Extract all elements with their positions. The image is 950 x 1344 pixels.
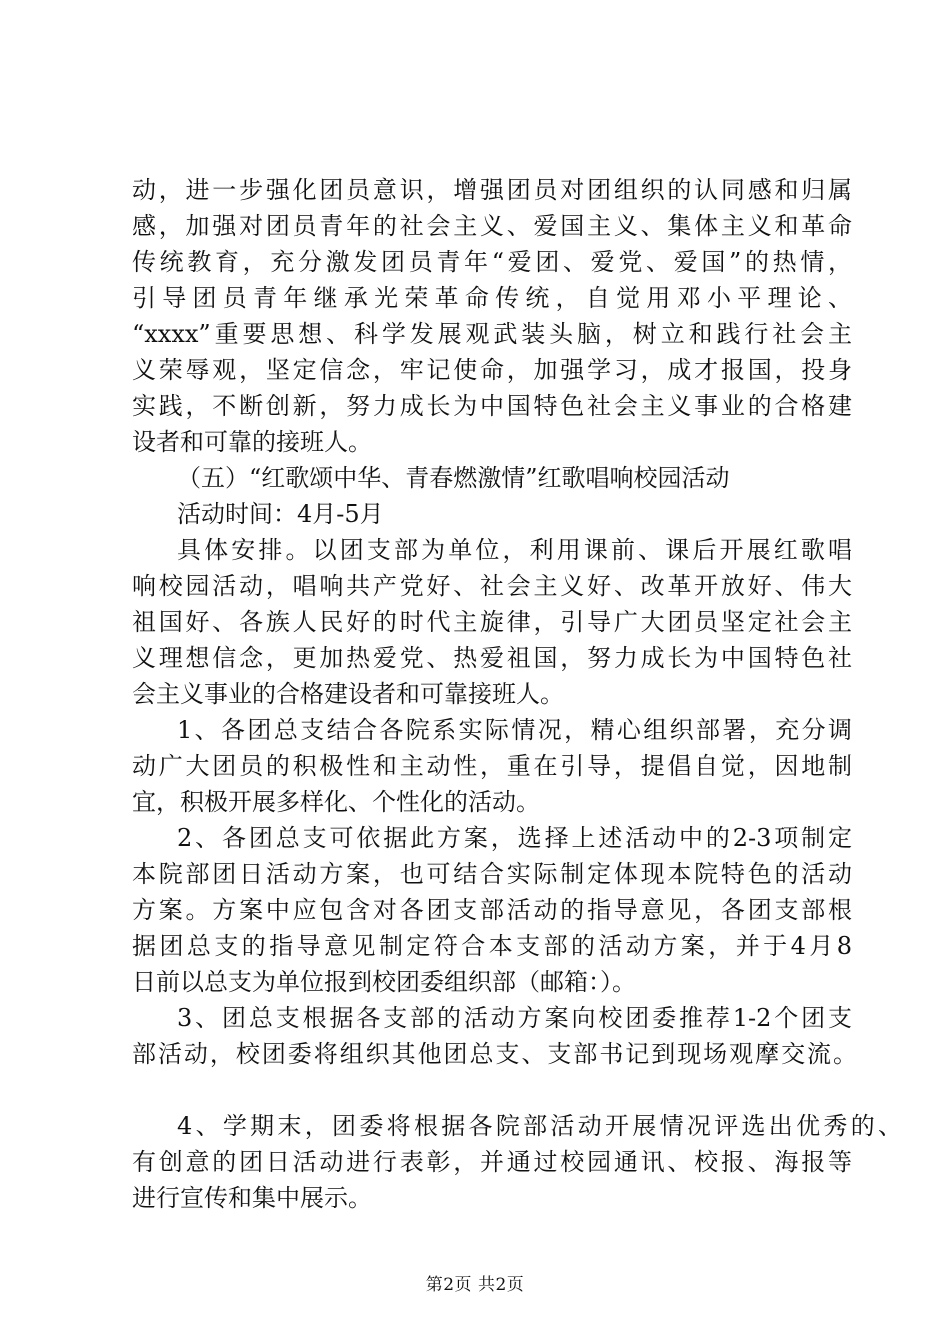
text-line: 设者和可靠的接班人。 xyxy=(132,428,372,456)
text-line: 有创意的团日活动进行表彰，并通过校园通讯、校报、海报等 xyxy=(132,1148,852,1176)
list-item: 1、各团总支结合各院系实际情况，精心组织部署，充分调 xyxy=(177,716,852,744)
page-footer: 第2页 共2页 xyxy=(425,1275,525,1295)
text-line: 实践，不断创新，努力成长为中国特色社会主义事业的合格建 xyxy=(132,392,852,420)
text-line: 进行宣传和集中展示。 xyxy=(132,1184,372,1212)
section-heading: （五）“红歌颂中华、青春燃激情”红歌唱响校园活动 xyxy=(177,464,730,492)
text-line: 部活动，校团委将组织其他团总支、支部书记到现场观摩交流。 xyxy=(132,1040,857,1068)
paragraph-gap xyxy=(132,1072,852,1108)
text-line: 宜，积极开展多样化、个性化的活动。 xyxy=(132,788,540,816)
text-line: 祖国好、各族人民好的时代主旋律，引导广大团员坚定社会主 xyxy=(132,608,852,636)
text-line: 具体安排。以团支部为单位，利用课前、课后开展红歌唱 xyxy=(177,536,852,564)
text-line: 传统教育，充分激发团员青年“爱团、爱党、爱国”的热情， xyxy=(132,248,852,276)
text-line: 响校园活动，唱响共产党好、社会主义好、改革开放好、伟大 xyxy=(132,572,852,600)
list-item: 2、各团总支可依据此方案，选择上述活动中的2-3项制定 xyxy=(177,824,852,852)
text-line: 会主义事业的合格建设者和可靠接班人。 xyxy=(132,680,564,708)
text-line: 日前以总支为单位报到校团委组织部（邮箱：）。 xyxy=(132,968,636,996)
text-line: 据团总支的指导意见制定符合本支部的活动方案，并于4月8 xyxy=(132,932,852,960)
list-item: 3、团总支根据各支部的活动方案向校团委推荐1-2个团支 xyxy=(177,1004,852,1032)
text-line: 动，进一步强化团员意识，增强团员对团组织的认同感和归属 xyxy=(132,176,852,204)
text-line: “xxxx”重要思想、科学发展观武装头脑，树立和践行社会主 xyxy=(132,320,852,348)
document-body xyxy=(132,172,902,1216)
text-line: 引导团员青年继承光荣革命传统，自觉用邓小平理论、 xyxy=(132,284,852,312)
text-line: 义荣辱观，坚定信念，牢记使命，加强学习，成才报国，投身 xyxy=(132,356,852,384)
text-line: 方案。方案中应包含对各团支部活动的指导意见，各团支部根 xyxy=(132,896,852,924)
text-line: 动广大团员的积极性和主动性，重在引导，提倡自觉，因地制 xyxy=(132,752,852,780)
activity-time: 活动时间：4月-5月 xyxy=(177,500,384,528)
text-line: 感，加强对团员青年的社会主义、爱国主义、集体主义和革命 xyxy=(132,212,852,240)
text-line: 本院部团日活动方案，也可结合实际制定体现本院特色的活动 xyxy=(132,860,852,888)
list-item: 4、学期末，团委将根据各院部活动开展情况评选出优秀的、 xyxy=(177,1112,902,1140)
text-line: 义理想信念，更加热爱党、热爱祖国，努力成长为中国特色社 xyxy=(132,644,852,672)
